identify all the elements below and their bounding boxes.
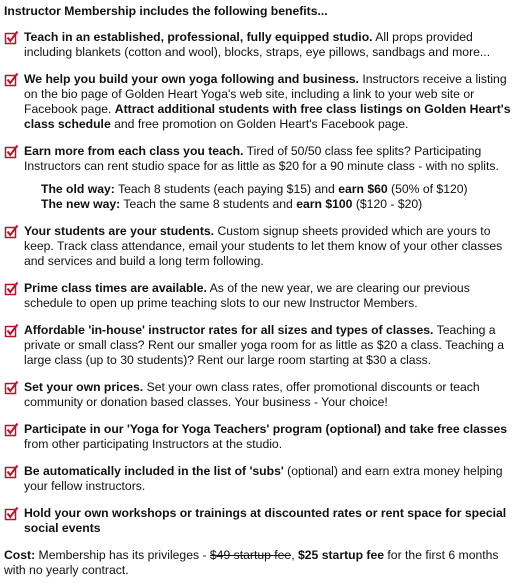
old-way-line	[41, 182, 514, 197]
cost-terms: for the first 6 months with no yearly contract.	[4, 548, 499, 577]
benefit-text: from other participating Instructors at the studio.	[24, 437, 283, 451]
benefit-item	[4, 422, 514, 452]
benefit-item	[4, 144, 514, 174]
benefit-text: and free promotion on Golden Heart's Facebook page.	[110, 117, 409, 131]
old-way-earn: earn $60	[338, 182, 388, 196]
old-way-label: The old way:	[41, 182, 115, 196]
new-way-earn: earn $100	[296, 197, 353, 211]
checkbox-checked-icon	[4, 144, 19, 159]
benefit-title: Prime class times are available.	[24, 281, 207, 295]
benefit-title: Set your own prices.	[24, 380, 144, 394]
new-way-line	[41, 197, 514, 212]
cost-line	[4, 548, 514, 578]
benefit-item	[4, 464, 514, 494]
old-way-note: (50% of $120)	[387, 182, 468, 196]
benefit-text: As of the new year, we are clearing our previous schedule to open up prime teaching slots to our new Instructor Members.	[24, 281, 470, 310]
new-price: $25 startup fee	[298, 548, 385, 562]
cost-text: Membership has its privileges -	[35, 548, 210, 562]
checkbox-checked-icon	[4, 323, 19, 338]
cost-label: Cost:	[4, 548, 36, 562]
benefit-item	[4, 281, 514, 311]
checkbox-checked-icon	[4, 464, 19, 479]
benefit-item	[4, 380, 514, 410]
benefit-title: Your students are your students.	[24, 224, 215, 238]
checkbox-checked-icon	[4, 380, 19, 395]
benefit-title: Earn more from each class you teach.	[24, 144, 244, 158]
benefit-title: Hold your own workshops or trainings at discounted rates or rent space for special social events	[24, 506, 507, 535]
benefit-title: Teach in an established, professional, fully equipped studio.	[24, 30, 373, 44]
checkbox-checked-icon	[4, 30, 19, 45]
checkbox-checked-icon	[4, 422, 19, 437]
benefit-title: We help you build your own yoga following and business.	[24, 72, 359, 86]
benefit-item	[4, 506, 514, 536]
benefit-highlight: Attract additional students with free class listings on Golden Heart's class schedule	[24, 102, 511, 131]
checkbox-checked-icon	[4, 224, 19, 239]
benefit-text: Teaching a private or small class? Rent our smaller yoga room for as little as $20 a class. Teaching a large class (up to 30 students)? Rent our large room starting at $30 a class.	[24, 323, 505, 367]
old-way-text: Teach 8 students (each paying $15) and	[114, 182, 339, 196]
old-price-struck: $49 startup fee	[209, 548, 292, 562]
page-heading: Instructor Membership includes the following benefits...	[4, 4, 328, 18]
benefit-item	[4, 224, 514, 269]
checkbox-checked-icon	[4, 281, 19, 296]
benefit-title: Be automatically included in the list of 'subs'	[24, 464, 284, 478]
benefit-text: Set your own class rates, offer promotional discounts or teach community or donation based classes. Your business - Your choice!	[24, 380, 480, 409]
checkbox-checked-icon	[4, 72, 19, 87]
benefit-text: All props provided including blankets (cotton and wool), blocks, straps, eye pillows, sandbags and more...	[24, 30, 491, 59]
new-way-note: ($120 - $20)	[352, 197, 423, 211]
checkbox-checked-icon	[4, 506, 19, 521]
benefit-text: (optional) and earn extra money helping your fellow instructors.	[24, 464, 503, 493]
benefit-text: Tired of 50/50 class fee splits? Participating Instructors can rent studio space for as little as $20 for a 90 minute class - with no splits.	[24, 144, 499, 173]
benefit-text: Instructors receive a listing on the bio page of Golden Heart Yoga's web site, including a link to your web site or Facebook page.	[24, 72, 507, 116]
benefit-item	[4, 323, 514, 368]
new-way-text: Teach the same 8 students and	[120, 197, 297, 211]
benefit-title: Participate in our 'Yoga for Yoga Teachers' program (optional) and take free classes	[24, 422, 508, 436]
old-new-comparison	[41, 182, 514, 212]
benefit-item	[4, 72, 514, 132]
new-way-label: The new way:	[41, 197, 121, 211]
benefit-text: Custom signup sheets provided which are yours to keep. Track class attendance, email your students to let them know of your other classes and services and build a long term following.	[24, 224, 503, 268]
benefit-item	[4, 30, 514, 60]
cost-separator: ,	[291, 548, 298, 562]
benefit-title: Affordable 'in-house' instructor rates for all sizes and types of classes.	[24, 323, 434, 337]
